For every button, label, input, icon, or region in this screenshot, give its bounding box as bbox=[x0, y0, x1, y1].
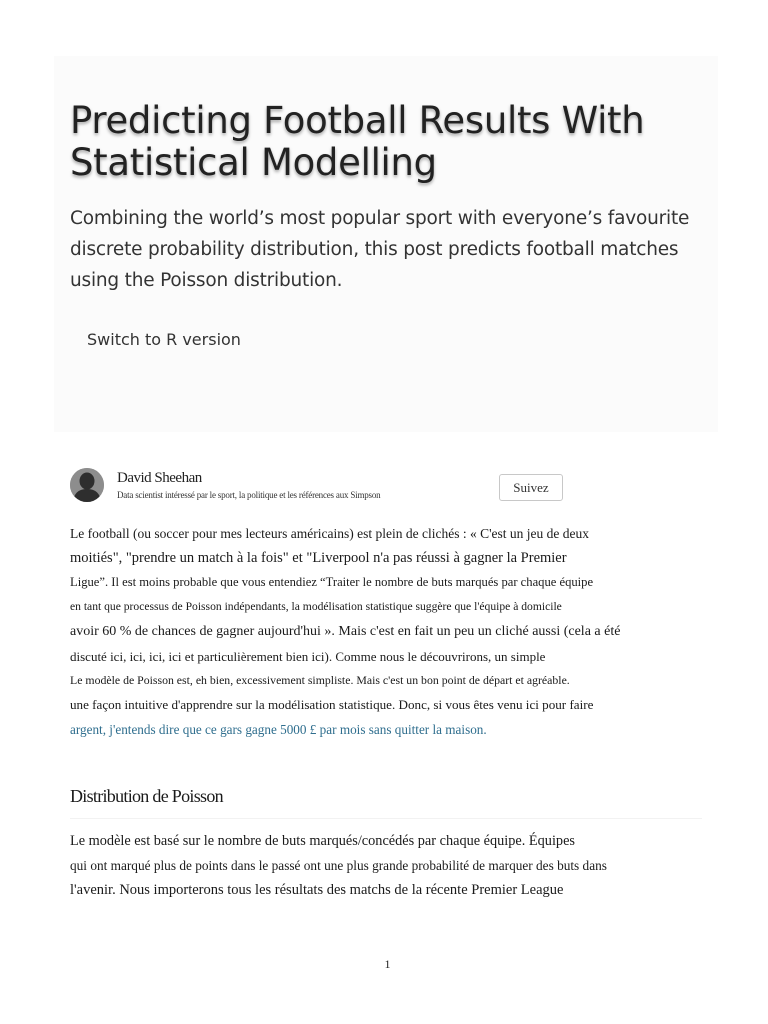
intro-line: Ligue”. Il est moins probable que vous entendiez “Traiter le nombre de buts marqués par chaque équipe bbox=[70, 575, 594, 589]
follow-button[interactable]: Suivez bbox=[499, 474, 563, 501]
person-silhouette-icon bbox=[70, 468, 104, 502]
section-line: Le modèle est basé sur le nombre de buts marqués/concédés par chaque équipe. Équipes bbox=[70, 833, 575, 849]
intro-line: Le football (ou soccer pour mes lecteurs américains) est plein de clichés : « C'est un jeu de deux bbox=[70, 526, 590, 541]
page-number: 1 bbox=[384, 957, 391, 971]
article-subtitle: Combining the world’s most popular sport with everyone’s favourite discrete probability distribution, this post predicts football matches using the Poisson distribution. bbox=[70, 208, 690, 291]
intro-line: Le modèle de Poisson est, eh bien, excessivement simpliste. Mais c'est un bon point de départ et agréable. bbox=[70, 673, 570, 687]
intro-line: moitiés", "prendre un match à la fois" et "Liverpool n'a pas réussi à gagner la Premier bbox=[70, 550, 567, 566]
section-line: l'avenir. Nous importerons tous les résultats des matchs de la récente Premier League bbox=[70, 882, 564, 898]
author-name[interactable]: David Sheehan bbox=[117, 470, 202, 486]
switch-to-r-link[interactable]: Switch to R version bbox=[87, 330, 241, 349]
author-bio: Data scientist intéressé par le sport, la politique et les références aux Simpson bbox=[117, 490, 381, 500]
intro-line: en tant que processus de Poisson indépendants, la modélisation statistique suggère que l'équipe à domicile bbox=[70, 600, 562, 613]
intro-line: une façon intuitive d'apprendre sur la modélisation statistique. Donc, si vous êtes venu ici pour faire bbox=[70, 697, 594, 712]
section-heading-poisson: Distribution de Poisson bbox=[70, 786, 223, 806]
hero-banner bbox=[54, 56, 718, 432]
article-title: Predicting Football Results With Statistical Modelling bbox=[70, 99, 645, 184]
intro-line: avoir 60 % de chances de gagner aujourd'hui ». Mais c'est en fait un peu un cliché aussi (cela a été bbox=[70, 624, 621, 639]
section-divider bbox=[70, 818, 702, 819]
money-link[interactable]: argent, j'entends dire que ce gars gagne 5000 £ par mois sans quitter la maison. bbox=[70, 722, 487, 737]
intro-line: discuté ici, ici, ici, ici et particulièrement bien ici). Comme nous le découvrirons, un simple bbox=[70, 649, 546, 664]
author-avatar[interactable] bbox=[70, 468, 104, 502]
section-line: qui ont marqué plus de points dans le passé ont une plus grande probabilité de marquer des buts dans bbox=[70, 858, 607, 873]
